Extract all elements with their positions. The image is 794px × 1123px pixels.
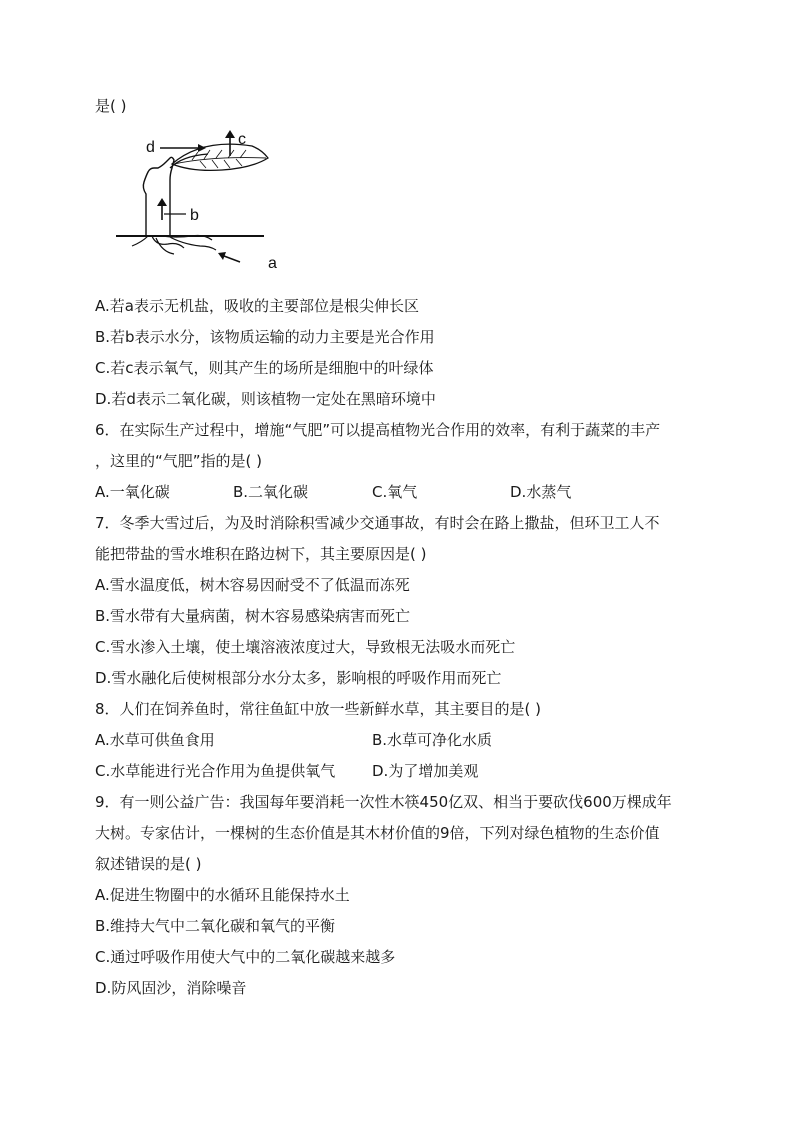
q9-stem-line1: 9．有一则公益广告：我国每年要消耗一次性木筷450亿双、相当于要砍伐600万棵成年 [95,793,672,811]
q7-option-b: B.雪水带有大量病菌，树木容易感染病害而死亡 [95,607,411,625]
q6-option-a: A.一氧化碳 [95,483,170,501]
arrow-b-head [157,198,167,206]
arrow-a [224,256,240,262]
label-b: b [190,207,199,224]
plant-diagram [112,128,292,274]
q5-option-b: B.若b表示水分，该物质运输的动力主要是光合作用 [95,328,435,346]
q6-option-c: C.氧气 [372,483,418,501]
q9-option-c: C.通过呼吸作用使大气中的二氧化碳越来越多 [95,948,396,966]
q7-stem-line2: 能把带盐的雪水堆积在路边树下，其主要原因是( ) [95,545,427,563]
q9-stem-line2: 大树。专家估计，一棵树的生态价值是其木材价值的9倍，下列对绿色植物的生态价值 [95,824,660,842]
q6-option-d: D.水蒸气 [510,483,572,501]
q8-option-b: B.水草可净化水质 [372,731,493,749]
label-a: a [268,255,277,272]
q8-option-a: A.水草可供鱼食用 [95,731,215,749]
q7-stem-line1: 7．冬季大雪过后，为及时消除积雪减少交通事故，有时会在路上撒盐，但环卫工人不 [95,514,660,532]
q5-option-c: C.若c表示氧气，则其产生的场所是细胞中的叶绿体 [95,359,434,377]
arrow-c-head [225,130,235,138]
leaf-midrib [174,158,266,164]
plant-roots [132,236,216,255]
q5-stem-tail: 是( ) [95,97,127,115]
label-c: c [238,131,246,148]
q7-option-d: D.雪水融化后使树根部分水分太多，影响根的呼吸作用而死亡 [95,669,502,687]
q6-stem-line1: 6．在实际生产过程中，增施“气肥”可以提高植物光合作用的效率，有利于蔬菜的丰产 [95,421,661,439]
q9-stem-line3: 叙述错误的是( ) [95,855,202,873]
q6-stem-line2: ，这里的“气肥”指的是( ) [95,452,263,470]
leaf-veins [192,150,246,168]
arrow-d-head [198,144,206,152]
q9-option-d: D.防风固沙，消除噪音 [95,979,247,997]
q6-option-b: B.二氧化碳 [233,483,309,501]
q9-option-a: A.促进生物圈中的水循环且能保持水土 [95,886,350,904]
q9-option-b: B.维持大气中二氧化碳和氧气的平衡 [95,917,336,935]
q7-option-c: C.雪水渗入土壤，使土壤溶液浓度过大，导致根无法吸水而死亡 [95,638,516,656]
q5-option-d: D.若d表示二氧化碳，则该植物一定处在黑暗环境中 [95,390,436,408]
label-d: d [146,139,155,156]
q8-stem: 8．人们在饲养鱼时，常往鱼缸中放一些新鲜水草，其主要目的是( ) [95,700,542,718]
q5-option-a: A.若a表示无机盐，吸收的主要部位是根尖伸长区 [95,297,419,315]
plant-stem [143,157,174,236]
q7-option-a: A.雪水温度低，树木容易因耐受不了低温而冻死 [95,576,410,594]
q8-option-d: D.为了增加美观 [372,762,479,780]
q8-option-c: C.水草能进行光合作用为鱼提供氧气 [95,762,336,780]
